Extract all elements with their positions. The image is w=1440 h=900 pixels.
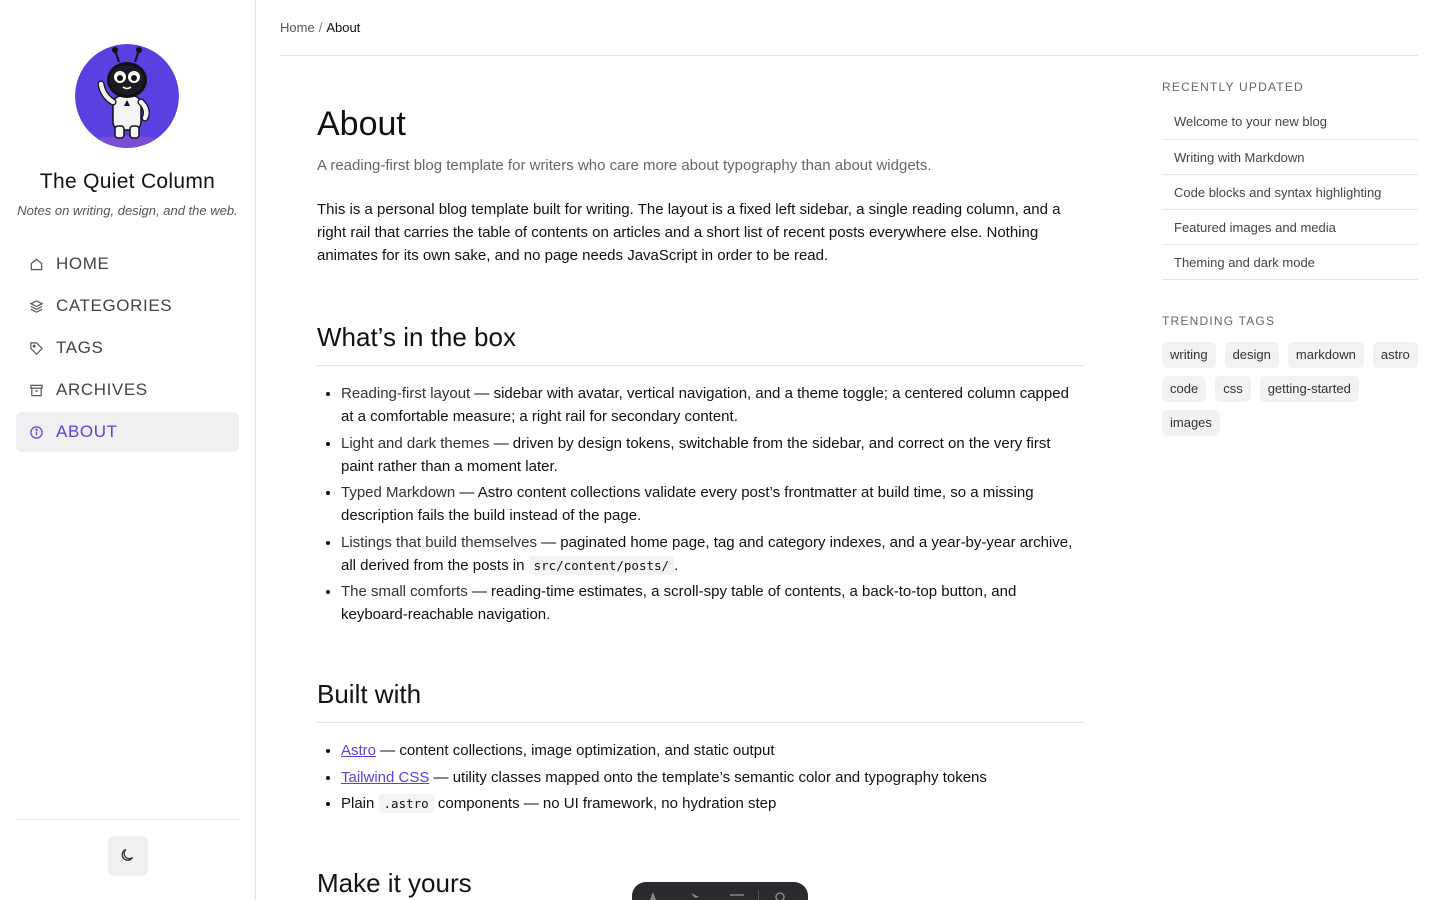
nav-item-categories[interactable] <box>16 286 239 326</box>
cursor-icon <box>688 890 702 900</box>
right-rail <box>1162 80 1418 436</box>
list-item-text: — driven by design tokens, switchable from the sidebar, and correct on the very first paint rather than a moment later. <box>341 434 1051 475</box>
layers-icon <box>28 298 44 314</box>
breadcrumb-separator: / <box>318 20 323 35</box>
recent-post-link[interactable]: Theming and dark mode <box>1162 245 1418 280</box>
breadcrumb <box>280 20 360 35</box>
list-item-text-before: Plain <box>341 795 379 812</box>
dock-button-4[interactable] <box>759 890 801 900</box>
section-heading-make-it-yours: Make it yours <box>317 865 1085 900</box>
gear-icon <box>773 890 787 900</box>
recently-updated-heading: RECENTLY UPDATED <box>1162 80 1304 94</box>
avatar[interactable] <box>75 44 179 148</box>
list-item <box>341 739 1085 762</box>
section-heading-whats-in-the-box: What’s in the box <box>317 319 1085 366</box>
list-item-term: The small comforts <box>341 583 468 600</box>
rocket-icon <box>646 890 660 900</box>
article <box>317 100 1085 900</box>
archive-icon <box>28 382 44 398</box>
tag-chip[interactable]: astro <box>1373 342 1418 368</box>
dock-button-3[interactable] <box>716 890 758 900</box>
inline-code: .astro <box>379 794 434 813</box>
menu-icon <box>728 890 746 900</box>
list-item <box>341 766 1085 789</box>
moon-icon <box>120 847 136 866</box>
list-item <box>341 382 1085 428</box>
section-heading-built-with: Built with <box>317 676 1085 723</box>
list-item-text-after: . <box>674 556 679 574</box>
nav-item-label: ABOUT <box>56 422 118 441</box>
inline-code: src/content/posts/ <box>529 556 674 575</box>
intro-paragraph: This is a personal blog template built for writing. The layout is a fixed left sidebar, a single reading column, and a right rail that carries the table of contents on articles and a short list of recent posts everywhere else. Nothing animates for its own sake, and no page needs JavaScript in order to be read. <box>317 201 1061 264</box>
list-item <box>341 531 1085 577</box>
nav-item-about[interactable] <box>16 412 239 452</box>
recent-post-link[interactable]: Code blocks and syntax highlighting <box>1162 175 1418 210</box>
page-title: About <box>317 105 406 143</box>
tag-chip[interactable]: markdown <box>1288 342 1364 368</box>
features-list <box>317 382 1085 626</box>
nav-item-label: HOME <box>56 254 110 273</box>
list-item-term: Reading-first layout <box>341 385 471 402</box>
list-item-text: — sidebar with avatar, vertical navigation, and a theme toggle; a centered column capped at a comfortable measure; a right rail for secondary content. <box>341 385 1069 425</box>
sidebar-divider <box>16 819 239 820</box>
list-item-term: Light and dark themes <box>341 434 490 452</box>
astronaut-avatar-icon <box>75 44 179 148</box>
breadcrumb-current: About <box>326 20 361 35</box>
page-lede: A reading-first blog template for writers who care more about typography than about widgets. <box>317 157 932 174</box>
site-tagline: Notes on writing, design, and the web. <box>17 203 238 218</box>
list-item-text: — utility classes mapped onto the template’s semantic color and typography tokens <box>429 768 987 786</box>
tag-chip[interactable]: css <box>1215 376 1251 402</box>
trending-tags <box>1162 342 1418 436</box>
list-item-text: — paginated home page, tag and category indexes, and a year-by-year archive, all derived from the posts in <box>341 533 1073 574</box>
tag-chip[interactable]: code <box>1162 376 1206 402</box>
list-item-term: Typed Markdown <box>341 484 456 501</box>
dock-button-1[interactable] <box>632 890 674 900</box>
home-icon <box>28 256 44 272</box>
tag-chip[interactable]: images <box>1162 410 1220 436</box>
recently-updated-list <box>1162 112 1418 280</box>
tag-chip[interactable]: design <box>1225 342 1279 368</box>
list-item-term: Listings that build themselves <box>341 533 537 551</box>
built-with-list <box>317 739 1085 815</box>
nav-item-tags[interactable] <box>16 328 239 368</box>
info-icon <box>28 424 44 440</box>
nav-item-label: TAGS <box>56 338 104 357</box>
nav-item-home[interactable] <box>16 244 239 284</box>
sidebar <box>0 0 256 900</box>
recent-post-link[interactable]: Welcome to your new blog <box>1162 112 1418 140</box>
list-item-text: — content collections, image optimization, and static output <box>376 742 775 759</box>
tag-icon <box>28 340 44 356</box>
list-item <box>341 432 1085 478</box>
list-item-text: — Astro content collections validate every post’s frontmatter at build time, so a missing description fails the build instead of the page. <box>341 484 1034 524</box>
list-item-text: — reading-time estimates, a scroll-spy table of contents, a back-to-top button, and keyboard-reachable navigation. <box>341 583 1017 623</box>
floating-toolbar <box>632 882 808 900</box>
tailwind-link[interactable]: Tailwind CSS <box>341 768 430 786</box>
list-item <box>341 792 1085 815</box>
list-item <box>341 481 1085 527</box>
tag-chip[interactable]: writing <box>1162 342 1216 368</box>
recent-post-link[interactable]: Featured images and media <box>1162 210 1418 245</box>
breadcrumb-home-link[interactable]: Home <box>280 20 315 35</box>
nav-item-archives[interactable] <box>16 370 239 410</box>
recent-post-link[interactable]: Writing with Markdown <box>1162 140 1418 175</box>
astro-link[interactable]: Astro <box>341 742 377 759</box>
site-title[interactable]: The Quiet Column <box>39 170 216 193</box>
theme-toggle-button[interactable] <box>108 836 148 876</box>
sidebar-nav <box>16 244 239 454</box>
nav-item-label: ARCHIVES <box>56 380 148 399</box>
list-item-text: components — no UI framework, no hydration step <box>433 795 777 812</box>
trending-tags-heading: TRENDING TAGS <box>1162 314 1276 328</box>
header-divider <box>280 55 1418 56</box>
nav-item-label: CATEGORIES <box>56 296 173 315</box>
tag-chip[interactable]: getting-started <box>1260 376 1359 402</box>
dock-button-2[interactable] <box>674 890 716 900</box>
list-item <box>341 580 1085 626</box>
